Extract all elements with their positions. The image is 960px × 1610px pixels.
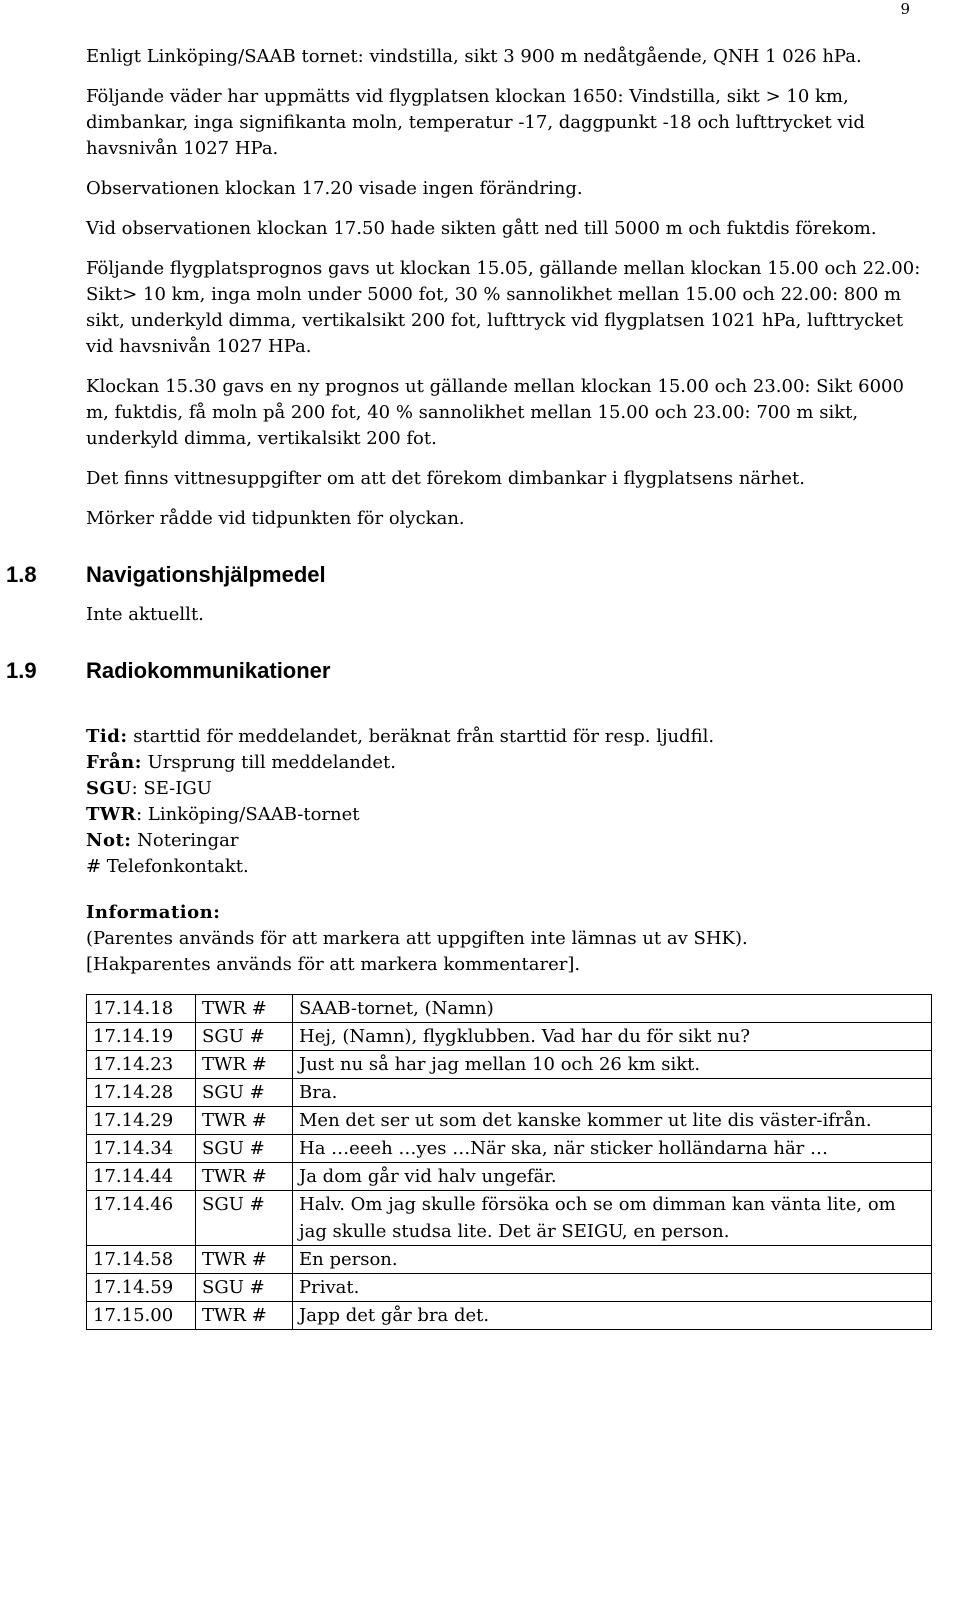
legend-line: # Telefonkontakt. — [86, 856, 249, 877]
table-row — [87, 1274, 932, 1302]
time-cell: 17.14.19 — [87, 1023, 196, 1051]
source-cell: TWR # — [196, 995, 293, 1023]
message-cell: Men det ser ut som det kanske kommer ut lite dis väster-ifrån. — [293, 1107, 932, 1135]
time-cell: 17.15.00 — [87, 1302, 196, 1330]
section-heading — [6, 558, 932, 592]
time-cell: 17.14.18 — [87, 995, 196, 1023]
source-cell: SGU # — [196, 1274, 293, 1302]
table-row — [87, 1079, 932, 1107]
paragraph: Mörker rådde vid tidpunkten för olyckan. — [86, 508, 465, 529]
paragraph: Observationen klockan 17.20 visade ingen förändring. — [86, 178, 583, 199]
section-navigation — [6, 558, 932, 628]
information-label: Information: — [86, 902, 221, 923]
message-cell: Japp det går bra det. — [293, 1302, 932, 1330]
message-cell: Hej, (Namn), flygklubben. Vad har du för sikt nu? — [293, 1023, 932, 1051]
legend-line: Från: Ursprung till meddelandet. — [86, 752, 396, 773]
document-body — [6, 44, 932, 1330]
table-row — [87, 1302, 932, 1330]
source-cell: SGU # — [196, 1079, 293, 1107]
source-cell: SGU # — [196, 1135, 293, 1163]
table-row — [87, 1135, 932, 1163]
legend-line: TWR: Linköping/SAAB-tornet — [86, 804, 360, 825]
source-cell: SGU # — [196, 1023, 293, 1051]
legend-line: SGU: SE-IGU — [86, 778, 212, 799]
time-cell: 17.14.23 — [87, 1051, 196, 1079]
time-cell: 17.14.46 — [87, 1191, 196, 1246]
section-heading — [6, 654, 932, 688]
source-cell: TWR # — [196, 1107, 293, 1135]
message-cell: SAAB-tornet, (Namn) — [293, 995, 932, 1023]
transcript-table — [86, 994, 932, 1330]
paragraph: Vid observationen klockan 17.50 hade sikten gått ned till 5000 m och fuktdis förekom. — [86, 218, 877, 239]
legend-line: Tid: starttid för meddelandet, beräknat från starttid för resp. ljudfil. — [86, 726, 715, 747]
table-row — [87, 1163, 932, 1191]
source-cell: TWR # — [196, 1302, 293, 1330]
table-row — [87, 995, 932, 1023]
paragraph: Enligt Linköping/SAAB tornet: vindstilla, sikt 3 900 m nedåtgående, QNH 1 026 hPa. — [86, 46, 862, 67]
message-cell: Halv. Om jag skulle försöka och se om dimman kan vänta lite, om jag skulle studsa lite. Det är SEIGU, en person. — [293, 1191, 932, 1246]
source-cell: TWR # — [196, 1246, 293, 1274]
time-cell: 17.14.34 — [87, 1135, 196, 1163]
message-cell: Ja dom går vid halv ungefär. — [293, 1163, 932, 1191]
paragraph: Det finns vittnesuppgifter om att det förekom dimbankar i flygplatsens närhet. — [86, 468, 805, 489]
page-number: 9 — [900, 0, 910, 18]
information-line: (Parentes används för att markera att uppgiften inte lämnas ut av SHK). — [86, 928, 748, 949]
paragraph: Följande väder har uppmätts vid flygplatsen klockan 1650: Vindstilla, sikt > 10 km, dimbankar, inga signifikanta moln, temperatur -17, daggpunkt -18 och lufttrycket vid havsnivån 1027 HPa. — [86, 86, 865, 159]
message-cell: En person. — [293, 1246, 932, 1274]
section-number: 1.8 — [6, 562, 37, 587]
section-number: 1.9 — [6, 658, 37, 683]
message-cell: Ha …eeeh …yes …När ska, när sticker holländarna här … — [293, 1135, 932, 1163]
source-cell: TWR # — [196, 1051, 293, 1079]
section-text: Inte aktuellt. — [86, 604, 204, 625]
message-cell: Privat. — [293, 1274, 932, 1302]
section-radio — [6, 654, 932, 688]
source-cell: TWR # — [196, 1163, 293, 1191]
section-title: Radiokommunikationer — [86, 658, 331, 683]
table-row — [87, 1107, 932, 1135]
time-cell: 17.14.44 — [87, 1163, 196, 1191]
message-cell: Just nu så har jag mellan 10 och 26 km sikt. — [293, 1051, 932, 1079]
legend — [86, 724, 932, 880]
message-cell: Bra. — [293, 1079, 932, 1107]
time-cell: 17.14.59 — [87, 1274, 196, 1302]
legend-line: Not: Noteringar — [86, 830, 239, 851]
table-row — [87, 1246, 932, 1274]
table-row — [87, 1191, 932, 1246]
source-cell: SGU # — [196, 1191, 293, 1246]
table-row — [87, 1023, 932, 1051]
time-cell: 17.14.29 — [87, 1107, 196, 1135]
paragraph: Klockan 15.30 gavs en ny prognos ut gällande mellan klockan 15.00 och 23.00: Sikt 6000 m, fuktdis, få moln på 200 fot, 40 % sannolikhet mellan 15.00 och 23.00: 700 m sikt, underkyld dimma, vertikalsikt 200 fot. — [86, 376, 904, 449]
time-cell: 17.14.28 — [87, 1079, 196, 1107]
time-cell: 17.14.58 — [87, 1246, 196, 1274]
paragraph: Följande flygplatsprognos gavs ut klockan 15.05, gällande mellan klockan 15.00 och 22.00: Sikt> 10 km, inga moln under 5000 fot, 30 % sannolikhet mellan 15.00 och 22.00: 800 m sikt, underkyld dimma, vertikalsikt 200 fot, lufttryck vid flygplatsen 1021 hPa, lufttrycket vid havsnivån 1027 HPa. — [86, 258, 921, 357]
information-line: [Hakparentes används för att markera kommentarer]. — [86, 954, 581, 975]
information-block — [86, 900, 932, 978]
table-row — [87, 1051, 932, 1079]
section-title: Navigationshjälpmedel — [86, 562, 326, 587]
